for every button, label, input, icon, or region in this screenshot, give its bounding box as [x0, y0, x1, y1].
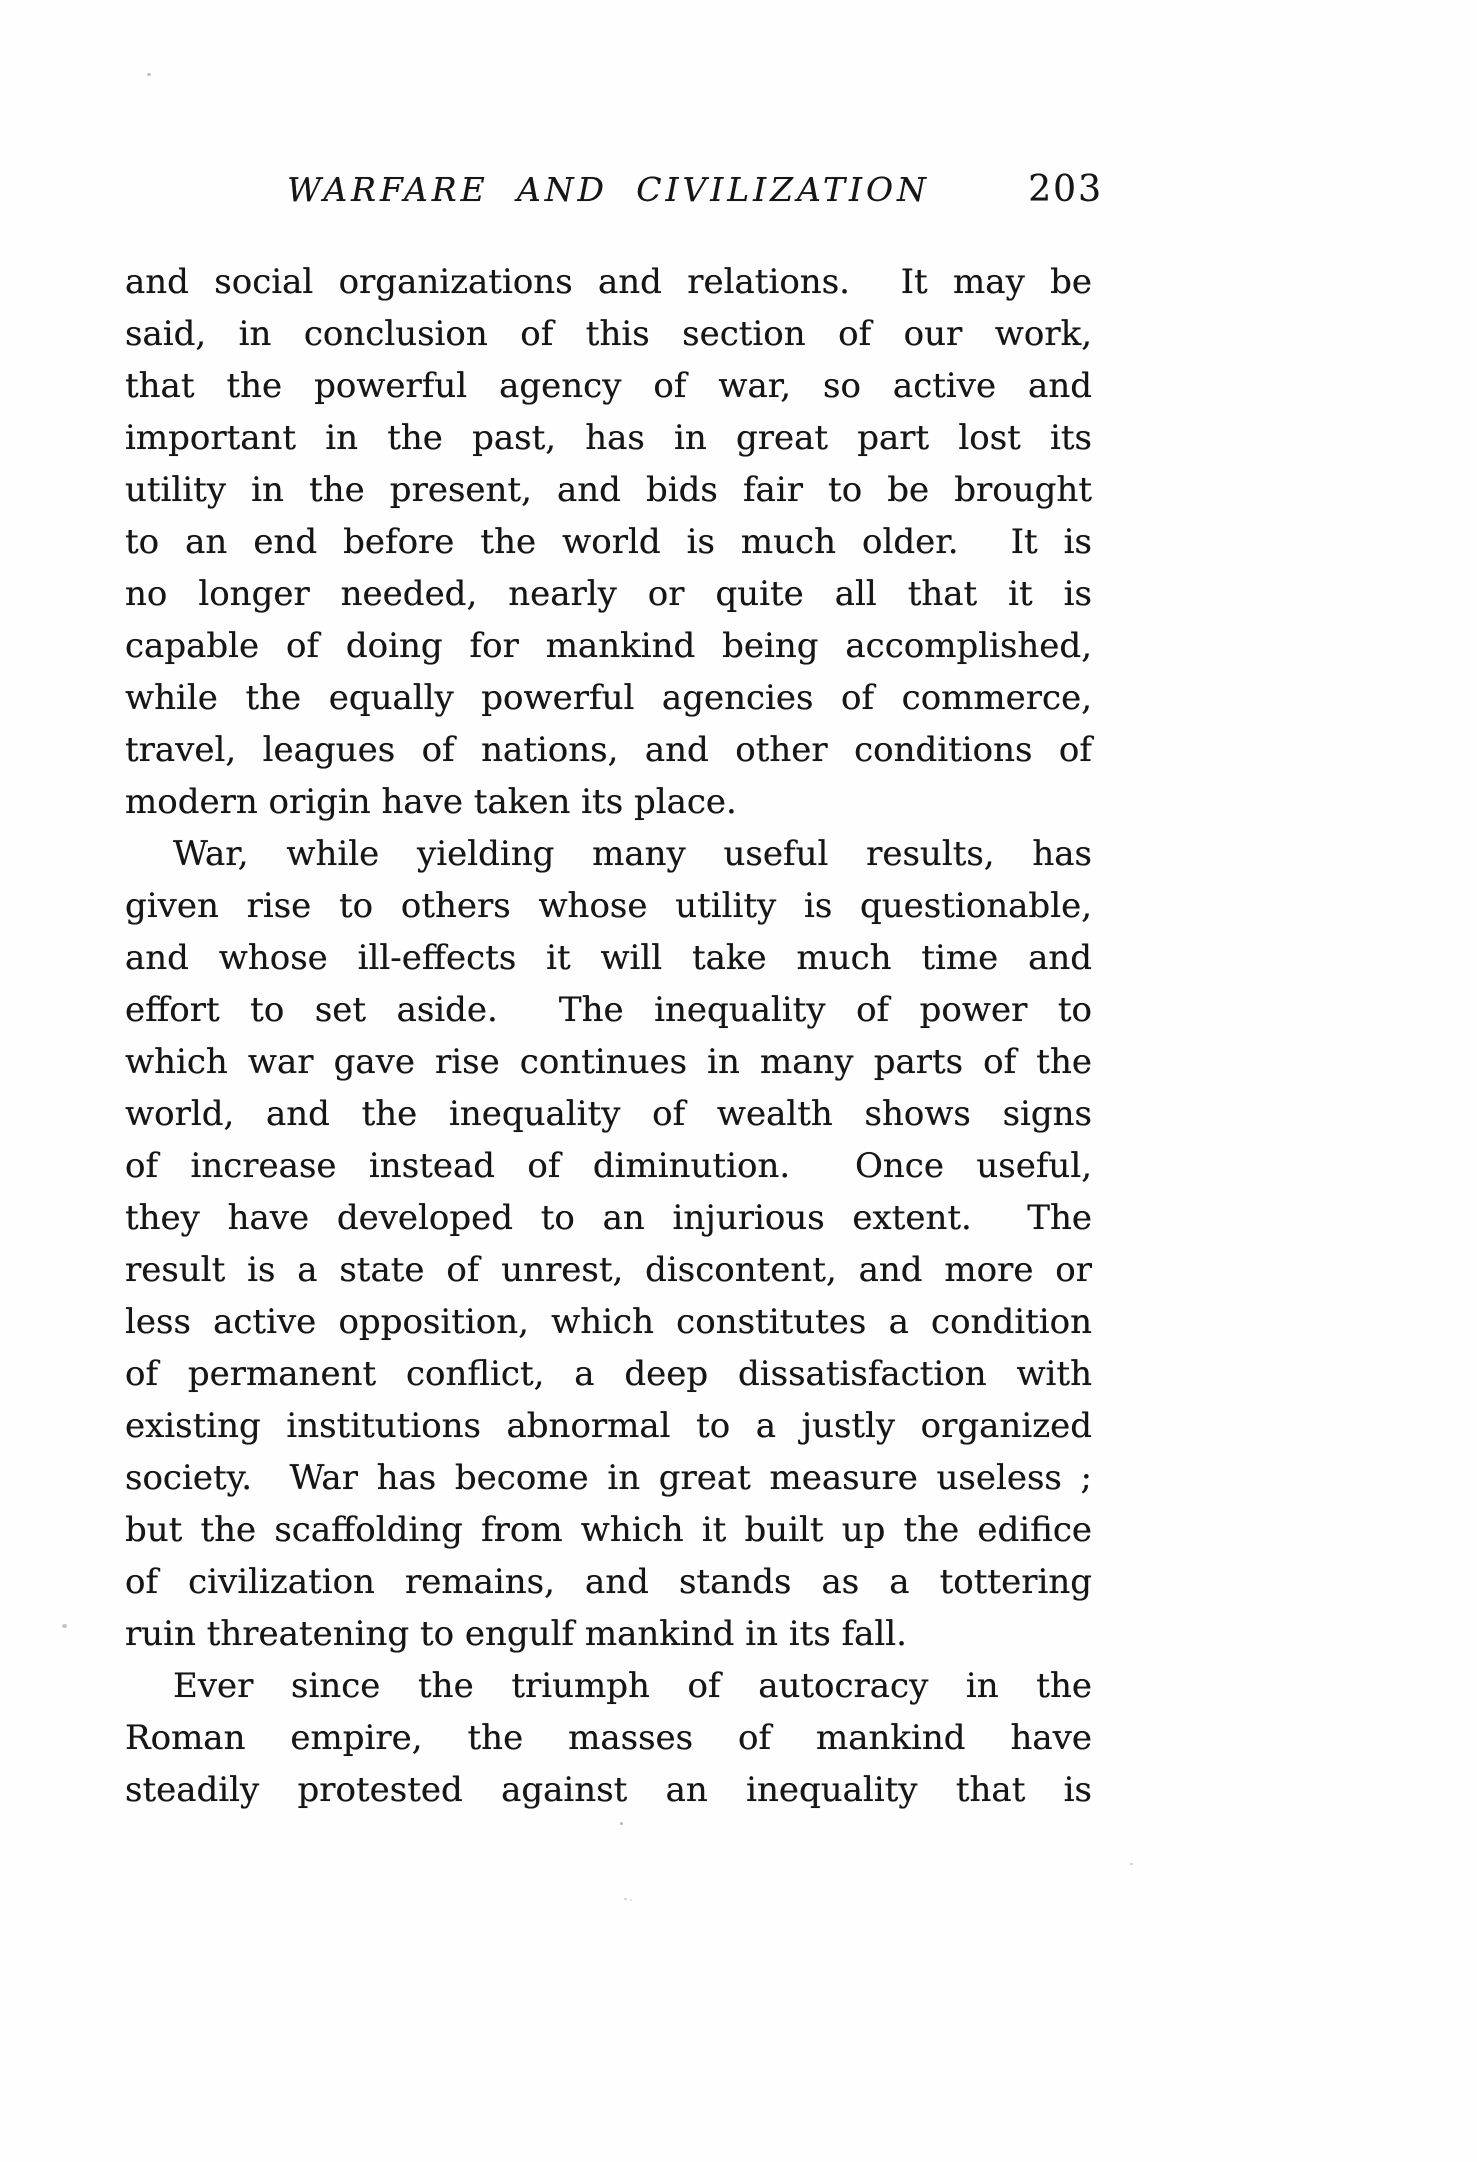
- text-line: given rise to others whose utility is questionable,: [125, 886, 1092, 926]
- text-line: and whose ill-effects it will take much time and: [125, 938, 1092, 978]
- text-line: existing institutions abnormal to a justly organized: [125, 1406, 1092, 1446]
- text-line: of permanent conflict, a deep dissatisfaction with: [125, 1354, 1092, 1394]
- scan-speck: [1130, 1863, 1133, 1865]
- text-line: society. War has become in great measure useless ;: [125, 1458, 1092, 1498]
- scan-speck: [630, 1899, 632, 1901]
- running-head: [125, 168, 1103, 218]
- running-head-title: WARFARE AND CIVILIZATION: [287, 170, 930, 209]
- text-line: utility in the present, and bids fair to be brought: [125, 470, 1092, 510]
- text-line: no longer needed, nearly or quite all that it is: [125, 574, 1092, 614]
- text-line: they have developed to an injurious extent. The: [125, 1198, 1092, 1238]
- text-line: modern origin have taken its place.: [125, 782, 737, 822]
- text-line: steadily protested against an inequality that is: [125, 1770, 1092, 1810]
- text-line: Ever since the triumph of autocracy in the: [173, 1666, 1092, 1706]
- text-line: which war gave rise continues in many parts of the: [125, 1042, 1092, 1082]
- text-line: capable of doing for mankind being accomplished,: [125, 626, 1092, 666]
- text-line: effort to set aside. The inequality of power to: [125, 990, 1092, 1030]
- text-line: ruin threatening to engulf mankind in its fall.: [125, 1614, 907, 1654]
- text-line: said, in conclusion of this section of our work,: [125, 314, 1092, 354]
- text-line: and social organizations and relations. It may be: [125, 262, 1092, 302]
- text-block: [125, 256, 1092, 1816]
- text-line: important in the past, has in great part lost its: [125, 418, 1092, 458]
- text-line: result is a state of unrest, discontent, and more or: [125, 1250, 1092, 1290]
- text-line: while the equally powerful agencies of commerce,: [125, 678, 1092, 718]
- scan-speck: [620, 1822, 623, 1825]
- page-number: 203: [1028, 169, 1103, 210]
- scan-speck: [147, 73, 151, 76]
- scan-speck: [624, 1898, 627, 1900]
- text-line: travel, leagues of nations, and other conditions of: [125, 730, 1092, 770]
- scan-speck: [62, 1624, 67, 1628]
- text-line: of increase instead of diminution. Once useful,: [125, 1146, 1092, 1186]
- text-line: Roman empire, the masses of mankind have: [125, 1718, 1092, 1758]
- text-line: but the scaffolding from which it built up the edifice: [125, 1510, 1092, 1550]
- text-line: War, while yielding many useful results, has: [173, 834, 1092, 874]
- text-line: to an end before the world is much older. It is: [125, 522, 1092, 562]
- text-line: that the powerful agency of war, so active and: [125, 366, 1092, 406]
- text-line: world, and the inequality of wealth shows signs: [125, 1094, 1092, 1134]
- text-line: of civilization remains, and stands as a tottering: [125, 1562, 1092, 1602]
- text-line: less active opposition, which constitutes a condition: [125, 1302, 1092, 1342]
